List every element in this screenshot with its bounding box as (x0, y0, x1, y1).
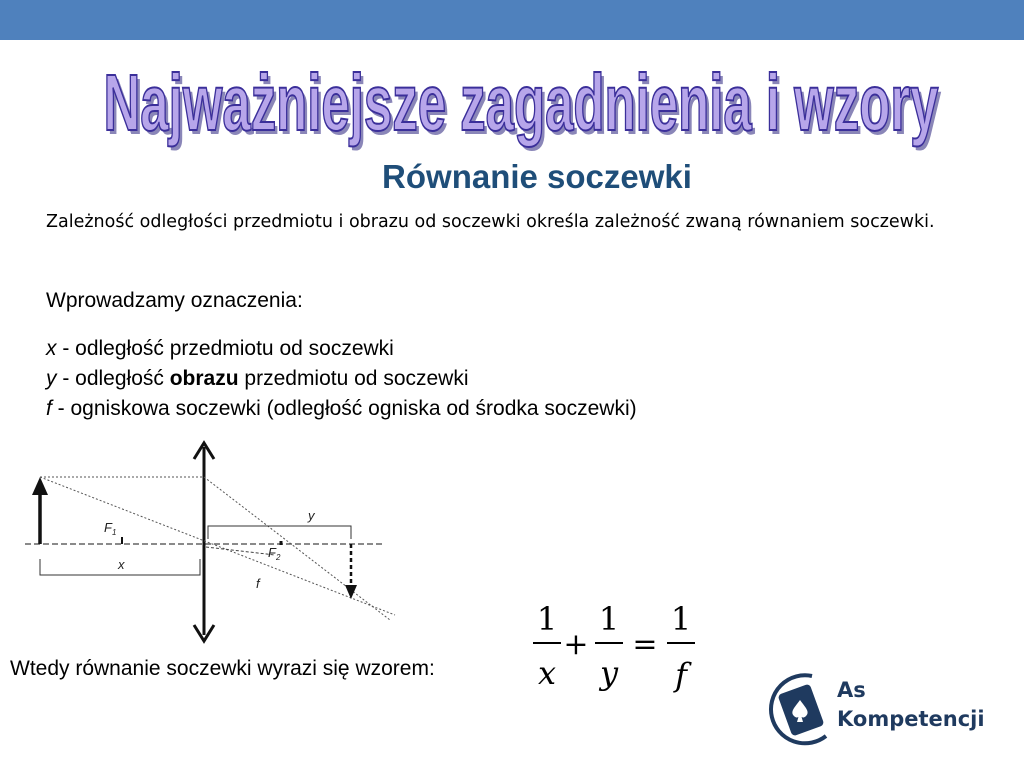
definition-item (46, 364, 986, 394)
f-arrow (206, 547, 275, 555)
label-f1: $F_1$ (104, 520, 117, 537)
formula-equals: = (632, 627, 658, 662)
logo-text (837, 676, 985, 734)
title-text: Najważniejsze zagadnienia i wzory (103, 58, 939, 147)
title-shadow: Najważniejsze zagadnienia i wzory (106, 62, 942, 151)
lens-formula (525, 598, 715, 698)
label-f: f (256, 576, 260, 591)
formula-intro: Wtedy równanie soczewki wyrazi się wzorem: (10, 657, 435, 680)
formula-num3: 1 (670, 600, 692, 638)
ray-through-center (40, 477, 395, 615)
definition-text: - odległość przedmiotu od soczewki (56, 337, 394, 360)
logo-line1: As (837, 678, 866, 702)
image-arrowhead-icon (345, 585, 357, 599)
ray-through-focus (204, 477, 390, 620)
definitions-list (46, 334, 986, 424)
label-x: x (118, 557, 125, 572)
y-bracket (208, 526, 351, 539)
definition-text: przedmiotu od soczewki (238, 367, 469, 390)
definition-var: y (46, 367, 57, 390)
top-bar (0, 0, 1024, 40)
lens-diagram (20, 435, 400, 650)
formula-plus: + (563, 627, 589, 662)
definition-var: x (46, 337, 57, 360)
label-f2: $F_2$ (268, 545, 281, 562)
label-y: y (308, 508, 315, 523)
formula-num1: 1 (536, 600, 558, 638)
slide-subtitle: Równanie soczewki (382, 158, 692, 195)
logo-line2: Kompetencji (837, 707, 985, 731)
definition-item (46, 394, 986, 424)
formula-den3: f (675, 656, 687, 694)
definition-item (46, 334, 986, 364)
definition-text: - odległość (56, 367, 170, 390)
formula-num2: 1 (598, 600, 620, 638)
definition-bold: obrazu (169, 367, 239, 390)
object-arrowhead-icon (32, 477, 48, 495)
definition-var: f (46, 397, 52, 420)
intro-paragraph: Zależność odległości przedmiotu i obrazu od soczewki określa zależność zwaną równaniem soczewki. (46, 212, 935, 232)
formula-den1: x (537, 654, 557, 692)
definition-text: - ogniskowa soczewki (odległość ogniska od środka soczewki) (51, 397, 637, 420)
intro-label: Wprowadzamy oznaczenia: (46, 289, 303, 312)
formula-den2: y (599, 654, 619, 692)
slide-title (96, 38, 946, 158)
